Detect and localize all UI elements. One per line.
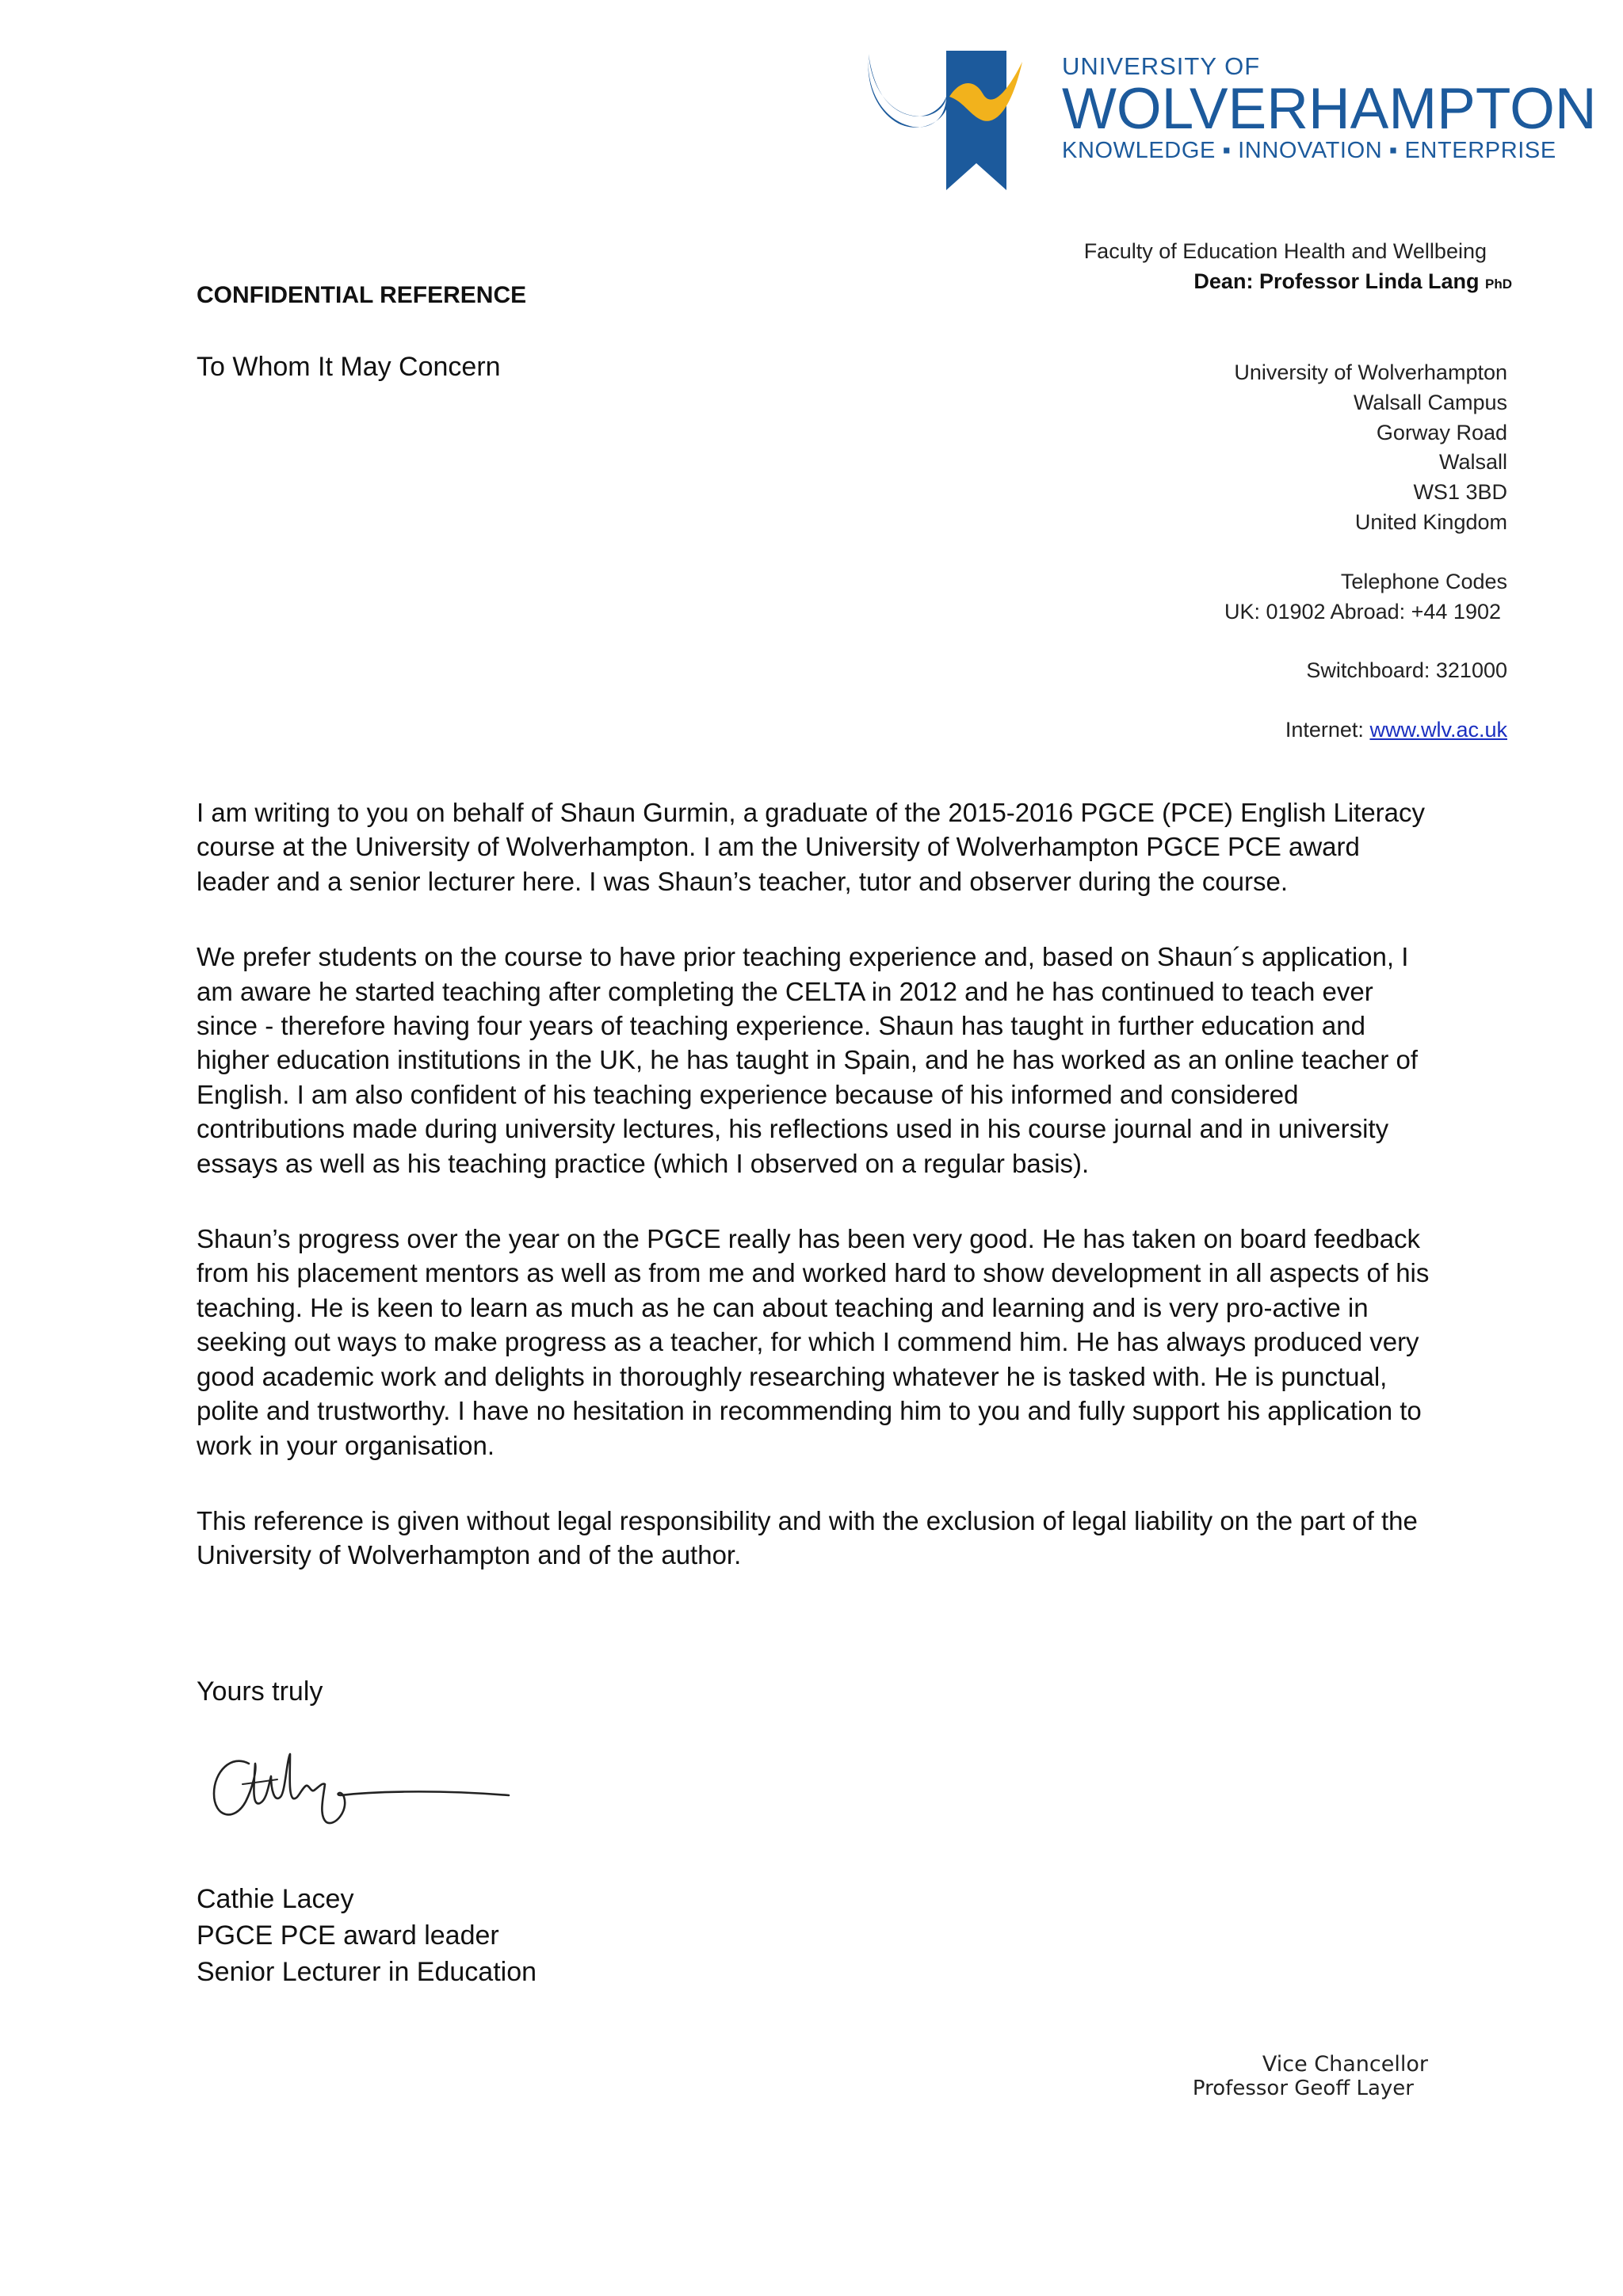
address-line: Walsall [1438,450,1507,475]
salutation: To Whom It May Concern [197,352,501,382]
university-crest-icon [864,48,1054,198]
dean-line [1193,269,1512,294]
address-line: Gorway Road [1376,420,1507,444]
handwritten-signature [208,1740,525,1843]
address-line: University of Wolverhampton [1234,360,1507,384]
university-logo [864,48,1597,198]
address-line: Walsall Campus [1353,390,1507,414]
internet-label: Internet: [1285,718,1370,742]
logo-tagline: KNOWLEDGE ▪ INNOVATION ▪ ENTERPRISE [1062,138,1556,163]
document-heading: CONFIDENTIAL REFERENCE [197,282,527,308]
dean-name: Dean: Professor Linda Lang [1193,269,1480,293]
logo-line-university-of: UNIVERSITY OF [1062,52,1261,80]
signer-name: Cathie Lacey [197,1884,354,1914]
telephone-codes: UK: 01902 Abroad: +44 1902 [1224,599,1501,624]
body-paragraph-3: Shaun’s progress over the year on the PGCE really has been very good. He has taken on board feedback from his placement mentors as well as from me and worked hard to show development in all aspects of his teaching. He is keen to learn as much as he can about teaching and learning and is very pro-active in seeking out ways to make progress as a teacher, for which I commend him. He has always produced very good academic work and delights in thoroughly researching whatever he is tasked with. He is punctual, polite and trustworthy. I have no hesitation in recommending him to you and fully support his application to work in your organisation. [197,1224,1430,1460]
body-paragraph-1: I am writing to you on behalf of Shaun Gurmin, a graduate of the 2015-2016 PGCE (PCE) English Literacy course at the University of Wolverhampton. I am the University of Wolverhampton PGCE PCE award leader and a senior lecturer here. I was Shaun’s teacher, tutor and observer during the course. [197,798,1426,896]
vc-name: Professor Geoff Layer [1192,2077,1414,2100]
website-link[interactable]: www.wlv.ac.uk [1369,718,1507,742]
switchboard: Switchboard: 321000 [1306,658,1507,683]
dean-suffix: PhD [1485,277,1512,292]
footer-vice-chancellor [1111,2052,1428,2100]
signer-role: PGCE PCE award leader [197,1920,499,1951]
address-line: United Kingdom [1354,509,1507,534]
internet-line [1224,715,1507,746]
address-block [1224,358,1507,746]
faculty-name: Faculty of Education Health and Wellbeing [1083,239,1487,263]
address-line: WS1 3BD [1413,480,1507,505]
body-paragraph-4: This reference is given without legal responsibility and with the exclusion of legal liability on the part of the University of Wolverhampton and of the author. [197,1505,1418,1570]
vc-title: Vice Chancellor [1262,2052,1428,2077]
signer-title: Senior Lecturer in Education [197,1957,537,1987]
closing: Yours truly [197,1676,323,1707]
telephone-label: Telephone Codes [1340,569,1507,593]
logo-line-wolverhampton: WOLVERHAMPTON [1062,77,1597,141]
letter-body [197,795,1433,1614]
signer-block [197,1881,537,1990]
body-paragraph-2: We prefer students on the course to have prior teaching experience and, based on Shaun´s application, I am aware he started teaching after completing the CELTA in 2012 and he has continued to teach ever since - therefore having four years of teaching experience. Shaun has taught in further education and higher education institutions in the UK, he has taught in Spain, and he has worked as an online teacher of English. I am also confident of his teaching experience because of his informed and considered contributions made during university lectures, his reflections used in his course journal and in university essays as well as his teaching practice (which I observed on a regular basis). [197,942,1419,1178]
